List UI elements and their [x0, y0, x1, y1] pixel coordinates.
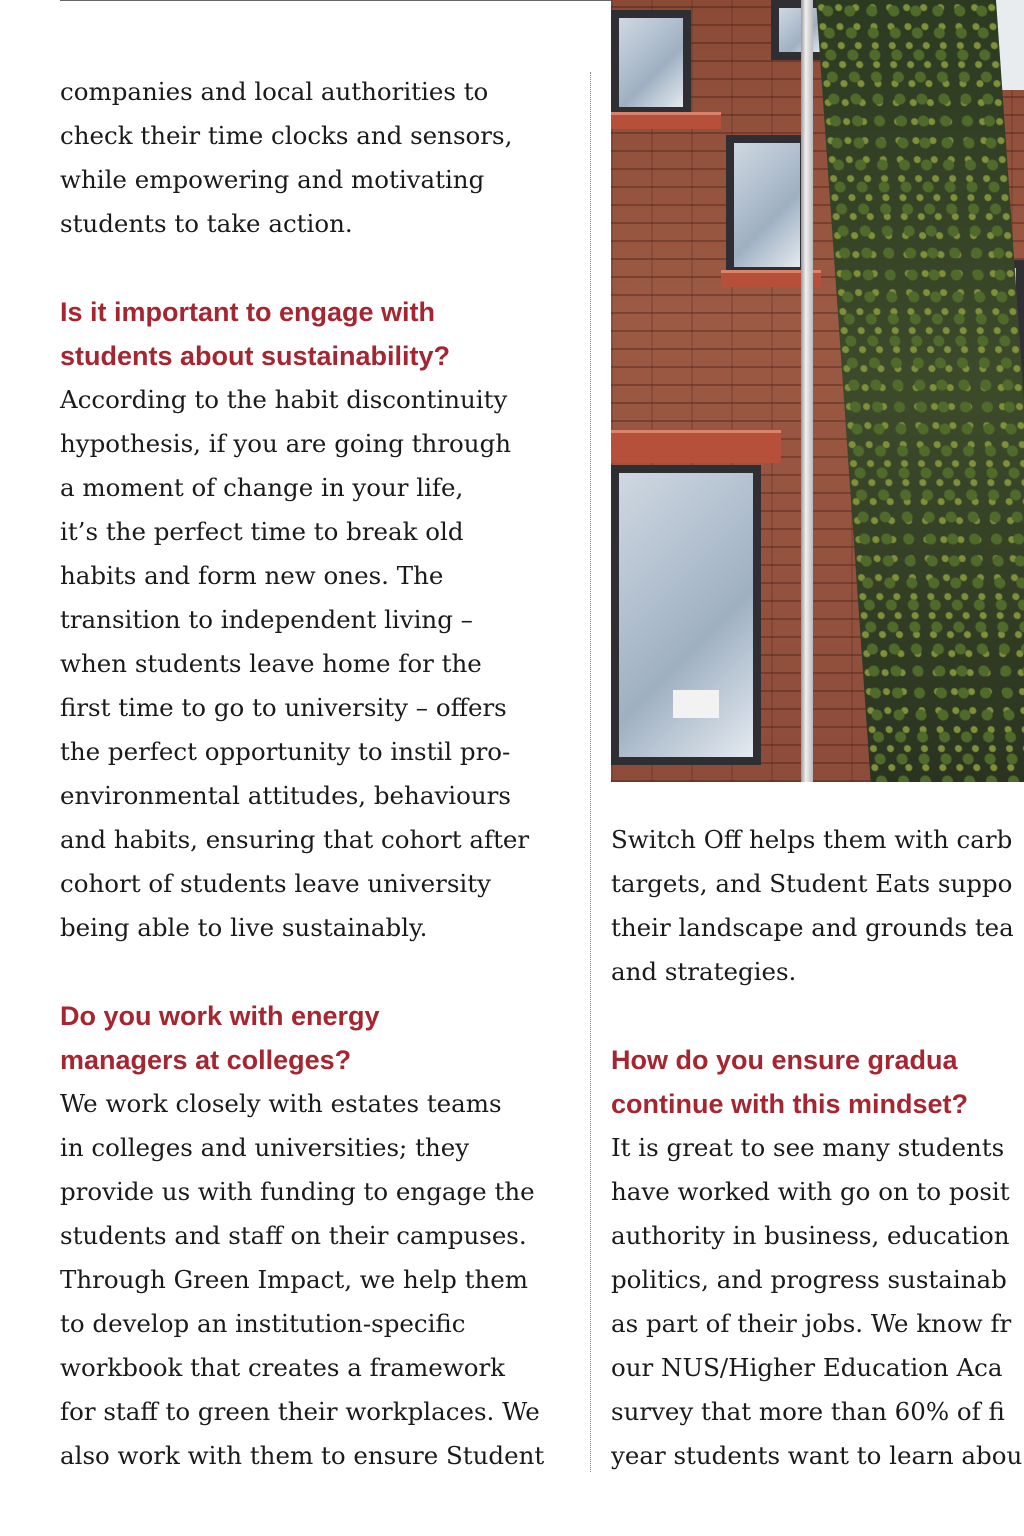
window: [611, 465, 761, 765]
top-rule: [60, 0, 620, 1]
column-divider: [590, 72, 591, 1472]
green-wall-building-photo: [611, 0, 1024, 782]
intro-paragraph: companies and local authorities to check their time clocks and sensors, while empowering and motivating students to take action.: [60, 77, 513, 238]
right-column: [611, 818, 1024, 1478]
answer-paragraph-energy-managers: We work closely with estates teams in colleges and universities; they provide us with funding to engage the students and staff on their campuses. Through Green Impact, we help them to develop an institution-specific workbook that creates a framework for staff to green their workplaces. We also work with them to ensure Student: [60, 1089, 545, 1470]
question-heading-energy-managers: Do you work with energy managers at colleges?: [60, 1001, 380, 1075]
continued-paragraph: Switch Off helps them with carb targets, and Student Eats suppo their landscape and grounds tea and strategies.: [611, 825, 1014, 986]
window-lintel: [611, 430, 781, 463]
answer-paragraph-engage-students: According to the habit discontinuity hypothesis, if you are going through a moment of change in your life, it’s the perfect time to break old habits and form new ones. The transition to independent living – when students leave home for the first time to go to university – offers the perfect opportunity to instil pro- environmental attitudes, behaviours and habits, ensuring that cohort after cohort of students leave university being able to live sustainably.: [60, 385, 530, 942]
window-sill: [611, 112, 721, 129]
drainpipe: [801, 0, 813, 782]
living-green-wall: [816, 0, 1024, 782]
window: [611, 10, 691, 115]
question-heading-graduates-mindset: How do you ensure gradua continue with this mindset?: [611, 1045, 968, 1119]
left-column: [60, 70, 580, 1478]
answer-paragraph-graduates-mindset: It is great to see many students have worked with go on to posit authority in business, education politics, and progress sustainab as part of their jobs. We know fr our NUS/Higher Education Aca survey that more than 60% of fi year students want to learn abou: [611, 1133, 1023, 1470]
window: [726, 135, 808, 275]
window-sign: [673, 690, 719, 718]
question-heading-engage-students: Is it important to engage with students about sustainability?: [60, 297, 451, 371]
